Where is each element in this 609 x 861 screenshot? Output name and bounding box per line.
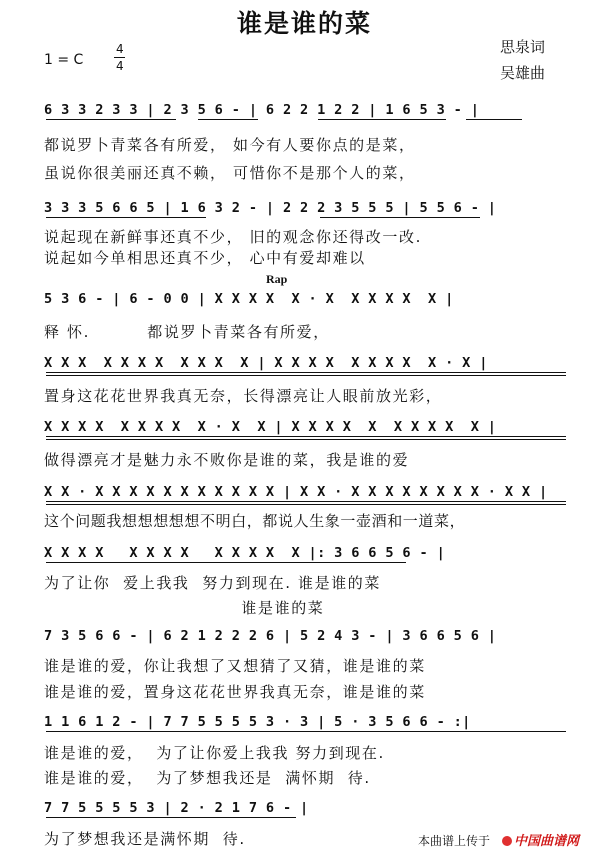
lyric-line: 为了让你 爱上我我 努力到现在. 谁是谁的菜 [44,574,382,592]
beam-line [46,817,296,818]
song-title: 谁是谁的菜 [236,9,372,38]
notation-line: X X X X X X X X X X X | X X X X X X X X X · X | [44,355,488,371]
key-signature: 1 = C [44,52,84,68]
beam-line [46,217,206,218]
lyric-line: 说起如今单相思还真不少， 心中有爱却难以 [44,249,366,267]
lyric-line: 谁是谁的爱，你让我想了又想猜了又猜，谁是谁的菜 [44,657,426,675]
time-signature-bar [114,57,125,58]
notation-line: 1 1 6 1 2 - | 7 7 5 5 5 5 3 · 3 | 5 · 3 5 6 6 - :| [44,714,471,730]
lyric-line: 这个问题我想想想想想不明白，都说人生象一壶酒和一道菜， [44,512,466,530]
time-signature-top: 4 [116,42,124,56]
notation-line: 6 3 3 2 3 3 | 2 3 5 6 - | 6 2 2 1 2 2 | 1 6 5 3 - | [44,102,480,118]
beam-line [46,372,566,373]
lyricist-credit: 思泉词 [500,38,546,56]
notation-line: 5 3 6 - | 6 - 0 0 | X X X X X · X X X X X X | [44,291,454,307]
beam-line [198,119,258,120]
site-logo-text: 中国曲谱网 [514,834,580,849]
notation-line: 7 3 5 6 6 - | 6 2 1 2 2 2 6 | 5 2 4 3 - | 3 6 6 5 6 | [44,628,497,644]
beam-line [46,731,566,732]
lyric-line: 虽说你很美丽还真不赖， 可惜你不是那个人的菜， [44,164,416,182]
lyric-line: 谁是谁的菜 [44,599,325,617]
time-signature-bottom: 4 [116,59,124,73]
composer-credit: 吴雄曲 [500,64,546,82]
site-logo[interactable] [502,830,579,849]
lyric-line: 都说罗卜青菜各有所爱， 如今有人要你点的是菜， [44,136,416,154]
beam-line [46,504,566,505]
beam-line [320,217,480,218]
notation-line: X X X X X X X X X X X X X |: 3 6 6 5 6 - | [44,545,446,561]
beam-line [46,375,566,376]
lyric-line: 谁是谁的爱， 为了梦想我还是 满怀期 待. [44,769,371,787]
lyric-line: 释 怀. 都说罗卜青菜各有所爱， [44,323,330,341]
upload-notice: 本曲谱上传于 [418,834,491,848]
notation-line: 7 7 5 5 5 5 3 | 2 · 2 1 7 6 - | [44,800,309,816]
beam-line [46,119,176,120]
lyric-line: 谁是谁的爱， 为了让你爱上我我 努力到现在. [44,744,385,762]
beam-line [46,439,566,440]
lyric-line: 谁是谁的爱，置身这花花世界我真无奈，谁是谁的菜 [44,683,426,701]
lyric-line: 做得漂亮才是魅力永不败你是谁的菜，我是谁的爱 [44,451,410,469]
notation-line: X X X X X X X X X · X X | X X X X X X X X X X | [44,419,497,435]
beam-line [318,119,446,120]
beam-line [46,436,566,437]
beam-line [46,562,406,563]
logo-icon [502,836,512,846]
lyric-line: 置身这花花世界我真无奈，长得漂亮让人眼前放光彩， [44,387,443,405]
beam-line [466,119,522,120]
lyric-line: 为了梦想我还是满怀期 待. [44,830,246,848]
beam-line [46,501,566,502]
rap-label: Rap [266,272,288,286]
lyric-line: 说起现在新鲜事还真不少， 旧的观念你还得改一改. [44,228,422,246]
notation-line: X X · X X X X X X X X X X X | X X · X X X X X X X X · X X | [44,484,548,500]
notation-line: 3 3 3 5 6 6 5 | 1 6 3 2 - | 2 2 2 3 5 5 5 | 5 5 6 - | [44,200,497,216]
